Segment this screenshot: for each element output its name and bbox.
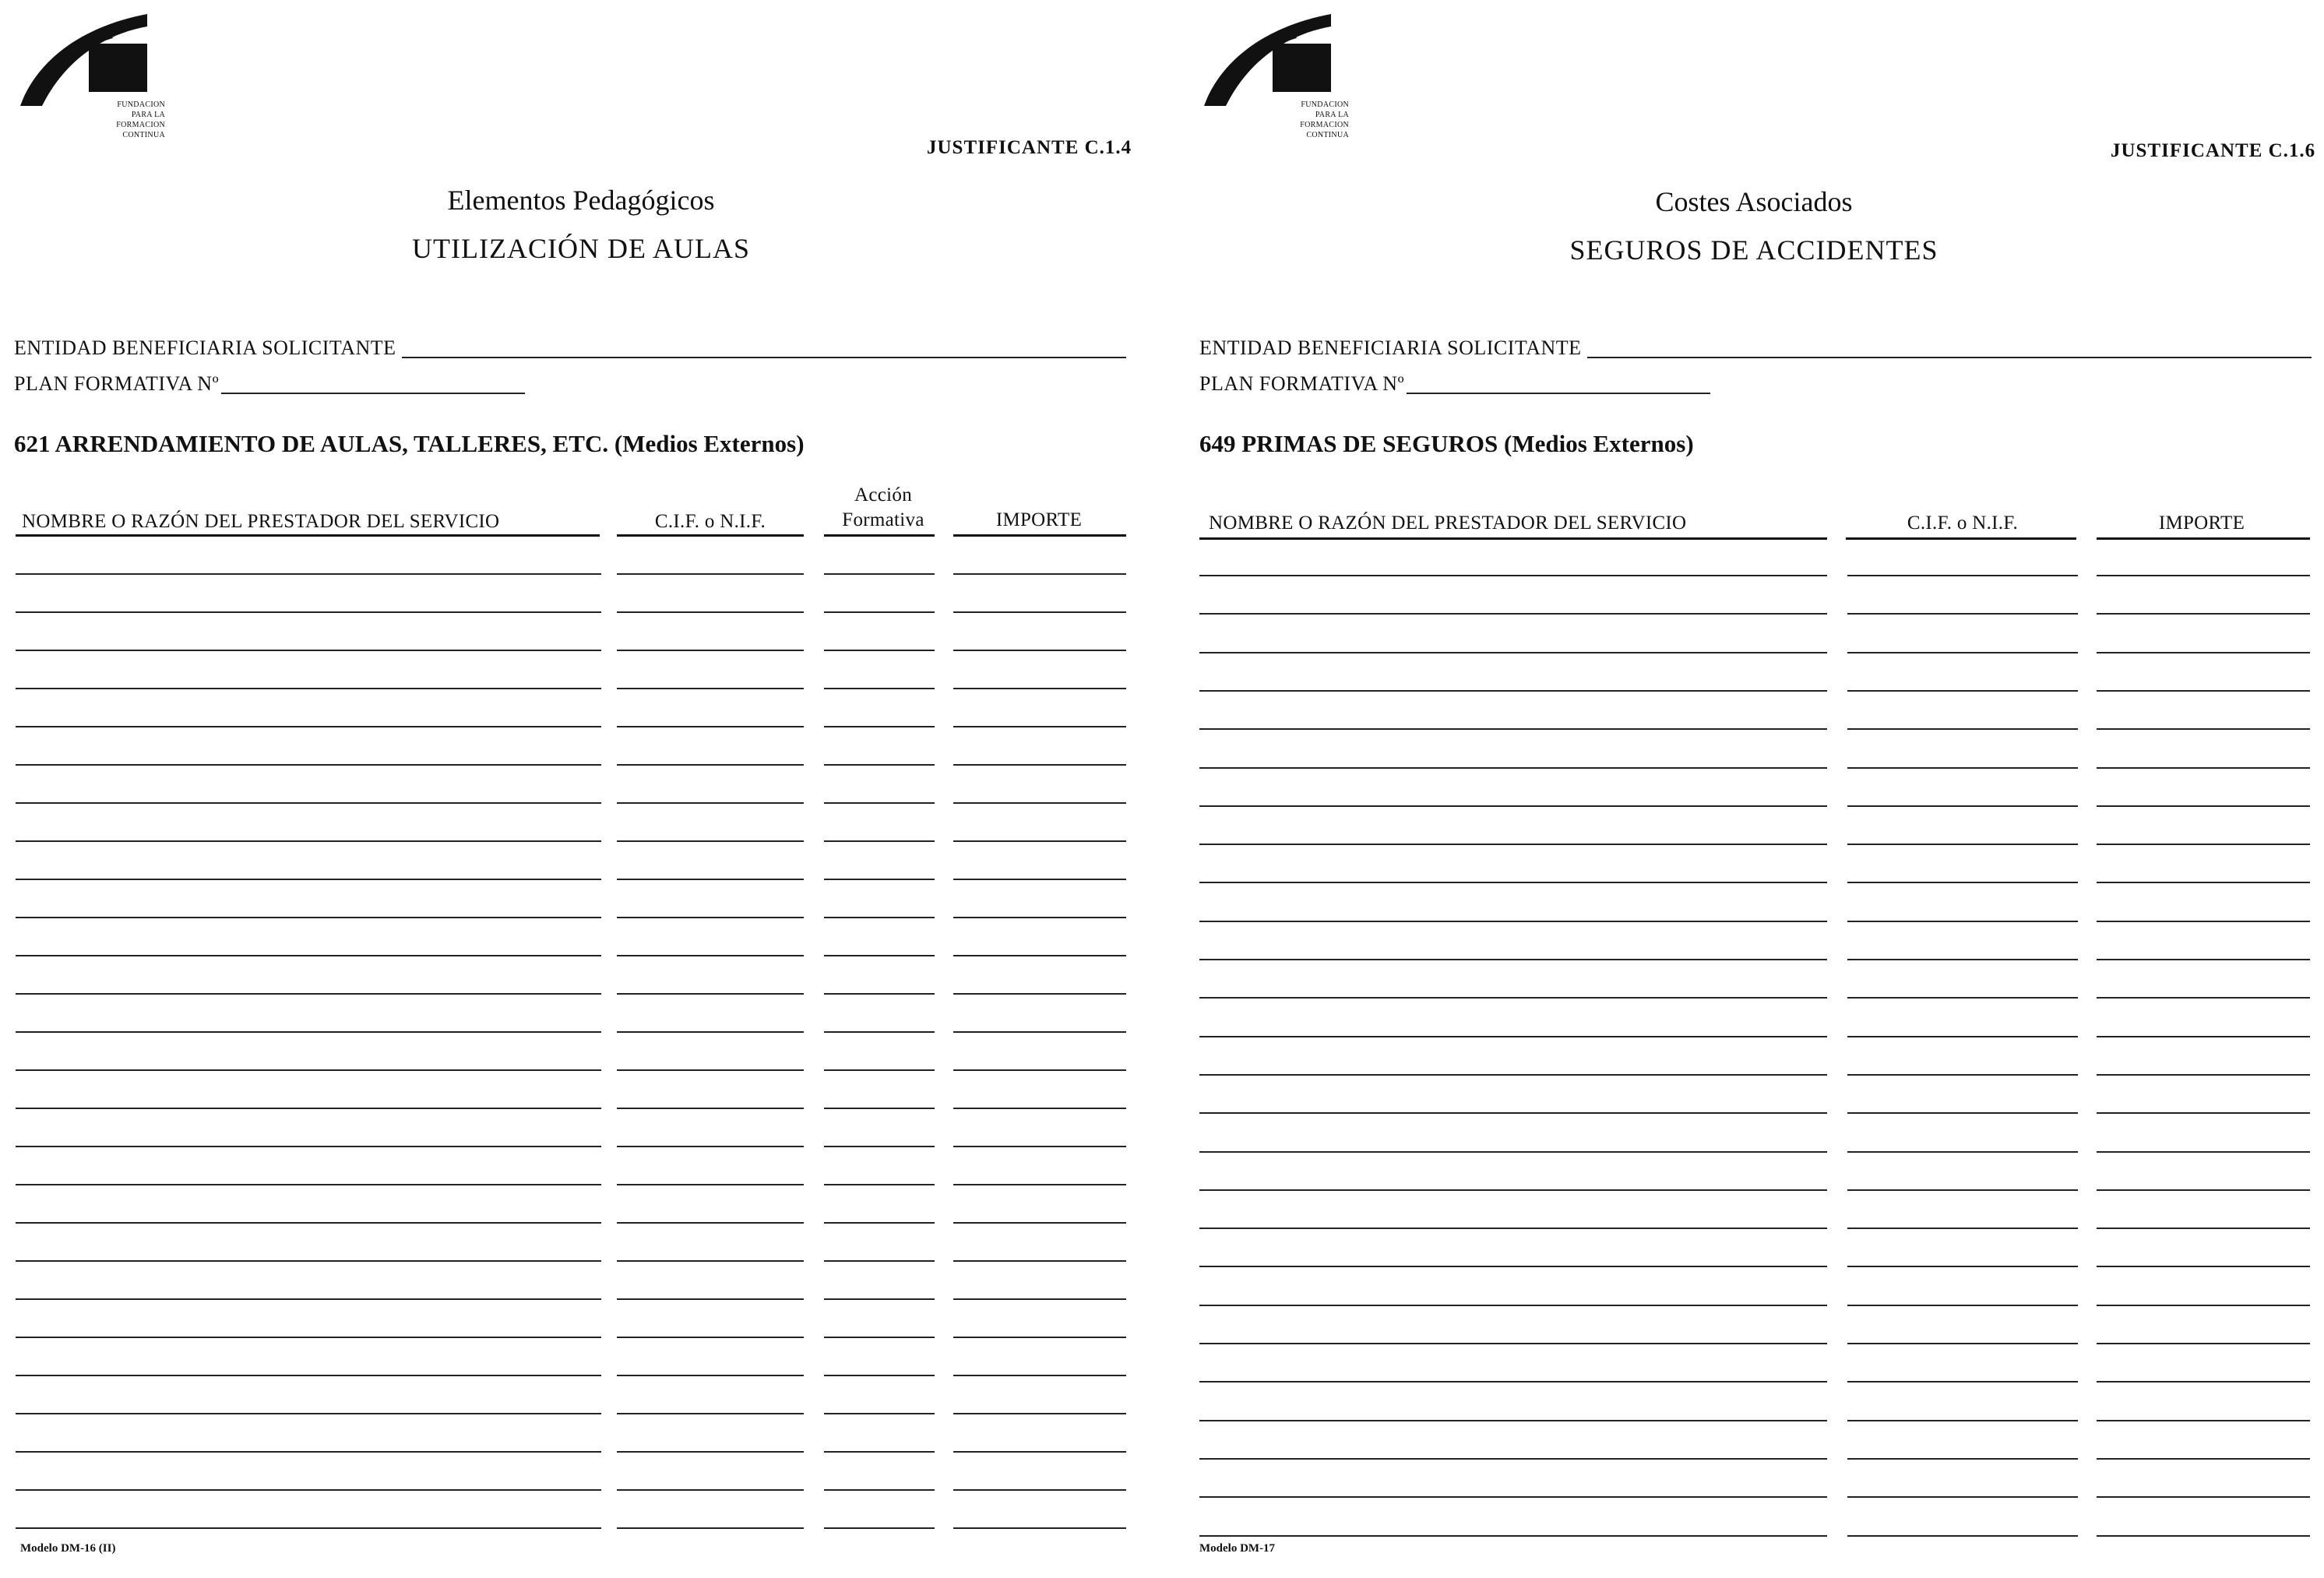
importe-cell[interactable]: [2097, 1420, 2310, 1421]
nombre-cell[interactable]: [16, 879, 601, 880]
importe-cell[interactable]: [2097, 1343, 2310, 1344]
cif-cell[interactable]: [1847, 652, 2078, 653]
nombre-cell[interactable]: [16, 993, 601, 995]
foundation-logo: [1202, 12, 1349, 153]
importe-cell[interactable]: [2097, 1189, 2310, 1191]
header-rule: [617, 534, 804, 537]
nombre-cell[interactable]: [1199, 1074, 1827, 1076]
plan-line[interactable]: [1407, 393, 1710, 394]
nombre-cell[interactable]: [16, 1146, 601, 1147]
cif-cell[interactable]: [1847, 1343, 2078, 1344]
accion-cell[interactable]: [824, 1413, 935, 1414]
nombre-cell[interactable]: [16, 955, 601, 956]
cif-cell[interactable]: [617, 1184, 804, 1185]
nombre-cell[interactable]: [16, 1260, 601, 1262]
entidad-field[interactable]: [1199, 336, 1582, 360]
importe-cell[interactable]: [2097, 1266, 2310, 1267]
nombre-cell[interactable]: [16, 917, 601, 918]
nombre-cell[interactable]: [1199, 997, 1827, 999]
nombre-cell[interactable]: [16, 611, 601, 613]
nombre-cell[interactable]: [1199, 575, 1827, 576]
col-cif-header: C.I.F. o N.I.F.: [654, 511, 766, 532]
cif-cell[interactable]: [617, 688, 804, 689]
nombre-cell[interactable]: [16, 1527, 601, 1529]
header-rule: [953, 534, 1126, 537]
nombre-cell[interactable]: [16, 1489, 601, 1491]
nombre-cell[interactable]: [1199, 767, 1827, 769]
accion-cell[interactable]: [824, 879, 935, 880]
col-importe-header: IMPORTE: [995, 509, 1083, 530]
col-cif-header: C.I.F. o N.I.F.: [1907, 512, 2019, 534]
nombre-cell[interactable]: [16, 1375, 601, 1376]
importe-cell[interactable]: [953, 1069, 1126, 1071]
accion-cell[interactable]: [824, 993, 935, 995]
section-note: (Medios Externos): [614, 430, 805, 457]
cif-cell[interactable]: [617, 1413, 804, 1414]
importe-cell[interactable]: [2097, 882, 2310, 883]
logo-line: CONTINUA: [1306, 131, 1349, 139]
importe-cell[interactable]: [953, 688, 1126, 689]
plan-line[interactable]: [221, 393, 525, 394]
nombre-cell[interactable]: [1199, 921, 1827, 922]
accion-cell[interactable]: [824, 955, 935, 956]
importe-cell[interactable]: [953, 1222, 1126, 1224]
cif-cell[interactable]: [1847, 1496, 2078, 1498]
importe-cell[interactable]: [953, 1146, 1126, 1147]
cif-cell[interactable]: [1847, 844, 2078, 845]
form-code: JUSTIFICANTE C.1.4: [927, 137, 1132, 158]
nombre-cell[interactable]: [1199, 1496, 1827, 1498]
cif-cell[interactable]: [617, 764, 804, 766]
importe-cell[interactable]: [953, 1413, 1126, 1414]
importe-cell[interactable]: [953, 1184, 1126, 1185]
header-rule: [2097, 537, 2310, 540]
cif-cell[interactable]: [617, 1222, 804, 1224]
importe-cell[interactable]: [953, 802, 1126, 804]
accion-cell[interactable]: [824, 802, 935, 804]
cif-cell[interactable]: [1847, 997, 2078, 999]
cif-cell[interactable]: [617, 611, 804, 613]
accion-cell[interactable]: [824, 688, 935, 689]
importe-cell[interactable]: [2097, 1151, 2310, 1153]
nombre-cell[interactable]: [1199, 1420, 1827, 1421]
nombre-cell[interactable]: [16, 1222, 601, 1224]
col-accion-header-1: Acción: [854, 484, 912, 505]
importe-cell[interactable]: [953, 611, 1126, 613]
entidad-field[interactable]: [14, 336, 396, 360]
section-title: 649 PRIMAS DE SEGUROS: [1199, 430, 1498, 457]
cif-cell[interactable]: [617, 726, 804, 727]
importe-cell[interactable]: [953, 573, 1126, 575]
entidad-line[interactable]: [402, 357, 1126, 358]
accion-cell[interactable]: [824, 1146, 935, 1147]
logo-line: CONTINUA: [122, 131, 165, 139]
nombre-cell[interactable]: [1199, 652, 1827, 653]
importe-cell[interactable]: [2097, 959, 2310, 960]
accion-cell[interactable]: [824, 1527, 935, 1529]
nombre-cell[interactable]: [1199, 882, 1827, 883]
plan-field[interactable]: [1199, 372, 1404, 396]
cif-cell[interactable]: [1847, 1228, 2078, 1229]
header-rule: [16, 534, 600, 537]
cif-cell[interactable]: [617, 573, 804, 575]
importe-cell[interactable]: [2097, 728, 2310, 730]
importe-cell[interactable]: [2097, 1305, 2310, 1306]
importe-cell[interactable]: [2097, 1381, 2310, 1383]
importe-cell[interactable]: [2097, 921, 2310, 922]
cif-cell[interactable]: [617, 1146, 804, 1147]
foundation-logo: [19, 12, 165, 153]
cif-cell[interactable]: [617, 840, 804, 842]
importe-cell[interactable]: [2097, 767, 2310, 769]
header-rule: [1199, 537, 1827, 540]
logo-line: PARA LA: [1315, 111, 1349, 119]
cif-cell[interactable]: [1847, 959, 2078, 960]
form-title: Elementos Pedagógicos: [447, 185, 715, 216]
importe-cell[interactable]: [2097, 690, 2310, 692]
importe-cell[interactable]: [2097, 1074, 2310, 1076]
nombre-cell[interactable]: [16, 1108, 601, 1109]
entidad-label: ENTIDAD BENEFICIARIA SOLICITANTE: [1199, 336, 1582, 359]
importe-cell[interactable]: [2097, 1458, 2310, 1460]
cif-cell[interactable]: [1847, 690, 2078, 692]
importe-cell[interactable]: [953, 1489, 1126, 1491]
importe-cell[interactable]: [2097, 1496, 2310, 1498]
cif-cell[interactable]: [617, 1108, 804, 1109]
importe-cell[interactable]: [2097, 1112, 2310, 1114]
nombre-cell[interactable]: [1199, 1189, 1827, 1191]
col-accion-header-2: Formativa: [842, 509, 924, 530]
nombre-cell[interactable]: [1199, 1305, 1827, 1306]
model-footer: Modelo DM-16 (II): [20, 1542, 116, 1555]
cif-cell[interactable]: [1847, 575, 2078, 576]
col-importe-header: IMPORTE: [2158, 512, 2245, 534]
cif-cell[interactable]: [617, 955, 804, 956]
cif-cell[interactable]: [617, 1489, 804, 1491]
importe-cell[interactable]: [2097, 613, 2310, 615]
nombre-cell[interactable]: [1199, 690, 1827, 692]
section-note: (Medios Externos): [1504, 430, 1694, 457]
accion-cell[interactable]: [824, 726, 935, 727]
cif-cell[interactable]: [1847, 1381, 2078, 1383]
importe-cell[interactable]: [953, 879, 1126, 880]
accion-cell[interactable]: [824, 650, 935, 651]
entidad-line[interactable]: [1587, 357, 2312, 358]
cif-cell[interactable]: [617, 650, 804, 651]
cif-cell[interactable]: [617, 1031, 804, 1033]
cif-cell[interactable]: [1847, 1036, 2078, 1037]
cif-cell[interactable]: [617, 1451, 804, 1453]
plan-field[interactable]: [14, 372, 219, 396]
importe-cell[interactable]: [953, 764, 1126, 766]
cif-cell[interactable]: [617, 1527, 804, 1529]
nombre-cell[interactable]: [1199, 844, 1827, 845]
logo-swoosh-icon: [19, 12, 151, 106]
nombre-cell[interactable]: [16, 764, 601, 766]
accion-cell[interactable]: [824, 1451, 935, 1453]
accion-cell[interactable]: [824, 1184, 935, 1185]
cif-cell[interactable]: [1847, 728, 2078, 730]
nombre-cell[interactable]: [1199, 1458, 1827, 1460]
accion-cell[interactable]: [824, 1489, 935, 1491]
nombre-cell[interactable]: [1199, 1381, 1827, 1383]
nombre-cell[interactable]: [16, 573, 601, 575]
accion-cell[interactable]: [824, 917, 935, 918]
accion-cell[interactable]: [824, 1337, 935, 1338]
importe-cell[interactable]: [2097, 575, 2310, 576]
cif-cell[interactable]: [1847, 1458, 2078, 1460]
cif-cell[interactable]: [1847, 1535, 2078, 1537]
nombre-cell[interactable]: [1199, 1112, 1827, 1114]
cif-cell[interactable]: [617, 879, 804, 880]
logo-text: [64, 100, 165, 140]
importe-cell[interactable]: [2097, 805, 2310, 807]
nombre-cell[interactable]: [1199, 1343, 1827, 1344]
cif-cell[interactable]: [1847, 921, 2078, 922]
cif-cell[interactable]: [1847, 1074, 2078, 1076]
importe-cell[interactable]: [953, 993, 1126, 995]
accion-cell[interactable]: [824, 1031, 935, 1033]
accion-cell[interactable]: [824, 1260, 935, 1262]
plan-label: PLAN FORMATIVA Nº: [14, 372, 220, 395]
importe-cell[interactable]: [953, 726, 1126, 727]
logo-swoosh-icon: [1202, 12, 1335, 106]
accion-cell[interactable]: [824, 840, 935, 842]
col-nombre-header: NOMBRE O RAZÓN DEL PRESTADOR DEL SERVICIO: [22, 511, 500, 532]
accion-cell[interactable]: [824, 611, 935, 613]
nombre-cell[interactable]: [1199, 728, 1827, 730]
nombre-cell[interactable]: [1199, 1228, 1827, 1229]
logo-line: FORMACION: [116, 121, 165, 129]
section-heading: [14, 430, 805, 458]
entidad-label: ENTIDAD BENEFICIARIA SOLICITANTE: [14, 336, 396, 359]
cif-cell[interactable]: [1847, 1305, 2078, 1306]
accion-cell[interactable]: [824, 1298, 935, 1300]
cif-cell[interactable]: [1847, 1151, 2078, 1153]
nombre-cell[interactable]: [16, 1184, 601, 1185]
cif-cell[interactable]: [617, 917, 804, 918]
importe-cell[interactable]: [953, 1337, 1126, 1338]
cif-cell[interactable]: [617, 1337, 804, 1338]
cif-cell[interactable]: [1847, 805, 2078, 807]
form-dm-17: [1184, 0, 2324, 1578]
cif-cell[interactable]: [1847, 1112, 2078, 1114]
section-heading: [1199, 430, 1694, 458]
nombre-cell[interactable]: [16, 688, 601, 689]
nombre-cell[interactable]: [16, 1451, 601, 1453]
nombre-cell[interactable]: [16, 840, 601, 842]
form-subtitle: UTILIZACIÓN DE AULAS: [412, 233, 750, 264]
cif-cell[interactable]: [1847, 1420, 2078, 1421]
accion-cell[interactable]: [824, 764, 935, 766]
nombre-cell[interactable]: [16, 1298, 601, 1300]
accion-cell[interactable]: [824, 573, 935, 575]
nombre-cell[interactable]: [16, 726, 601, 727]
col-nombre-header: NOMBRE O RAZÓN DEL PRESTADOR DEL SERVICIO: [1209, 512, 1687, 534]
nombre-cell[interactable]: [16, 802, 601, 804]
cif-cell[interactable]: [617, 1375, 804, 1376]
importe-cell[interactable]: [953, 1031, 1126, 1033]
importe-cell[interactable]: [2097, 1036, 2310, 1037]
accion-cell[interactable]: [824, 1375, 935, 1376]
importe-cell[interactable]: [953, 1375, 1126, 1376]
nombre-cell[interactable]: [16, 1413, 601, 1414]
accion-cell[interactable]: [824, 1069, 935, 1071]
nombre-cell[interactable]: [16, 1069, 601, 1071]
importe-cell[interactable]: [2097, 1535, 2310, 1537]
nombre-cell[interactable]: [1199, 959, 1827, 960]
nombre-cell[interactable]: [16, 1031, 601, 1033]
cif-cell[interactable]: [617, 802, 804, 804]
importe-cell[interactable]: [953, 1298, 1126, 1300]
importe-cell[interactable]: [953, 1451, 1126, 1453]
cif-cell[interactable]: [617, 993, 804, 995]
accion-cell[interactable]: [824, 1108, 935, 1109]
logo-line: FUNDACION: [117, 100, 165, 109]
nombre-cell[interactable]: [16, 1337, 601, 1338]
header-rule: [824, 534, 935, 537]
logo-text: [1248, 100, 1349, 140]
cif-cell[interactable]: [1847, 767, 2078, 769]
importe-cell[interactable]: [953, 1108, 1126, 1109]
importe-cell[interactable]: [953, 1260, 1126, 1262]
importe-cell[interactable]: [953, 650, 1126, 651]
cif-cell[interactable]: [1847, 882, 2078, 883]
cif-cell[interactable]: [617, 1260, 804, 1262]
importe-cell[interactable]: [2097, 652, 2310, 653]
form-title: Costes Asociados: [1655, 186, 1853, 217]
logo-line: PARA LA: [131, 111, 165, 119]
importe-cell[interactable]: [2097, 997, 2310, 999]
logo-line: FUNDACION: [1301, 100, 1349, 109]
cif-cell[interactable]: [1847, 613, 2078, 615]
accion-cell[interactable]: [824, 1222, 935, 1224]
form-subtitle: SEGUROS DE ACCIDENTES: [1569, 234, 1938, 266]
form-code: JUSTIFICANTE C.1.6: [2111, 140, 2316, 161]
nombre-cell[interactable]: [1199, 1036, 1827, 1037]
cif-cell[interactable]: [617, 1069, 804, 1071]
nombre-cell[interactable]: [16, 650, 601, 651]
cif-cell[interactable]: [1847, 1266, 2078, 1267]
nombre-cell[interactable]: [1199, 1535, 1827, 1537]
importe-cell[interactable]: [2097, 1228, 2310, 1229]
cif-cell[interactable]: [617, 1298, 804, 1300]
header-rule: [1846, 537, 2076, 540]
nombre-cell[interactable]: [1199, 805, 1827, 807]
importe-cell[interactable]: [953, 917, 1126, 918]
importe-cell[interactable]: [953, 955, 1126, 956]
model-footer: Modelo DM-17: [1199, 1542, 1276, 1555]
plan-label: PLAN FORMATIVA Nº: [1199, 372, 1405, 395]
nombre-cell[interactable]: [1199, 613, 1827, 615]
nombre-cell[interactable]: [1199, 1151, 1827, 1153]
section-title: 621 ARRENDAMIENTO DE AULAS, TALLERES, ETC.: [14, 430, 609, 457]
logo-line: FORMACION: [1300, 121, 1349, 129]
importe-cell[interactable]: [953, 840, 1126, 842]
cif-cell[interactable]: [1847, 1189, 2078, 1191]
nombre-cell[interactable]: [1199, 1266, 1827, 1267]
importe-cell[interactable]: [953, 1527, 1126, 1529]
importe-cell[interactable]: [2097, 844, 2310, 845]
